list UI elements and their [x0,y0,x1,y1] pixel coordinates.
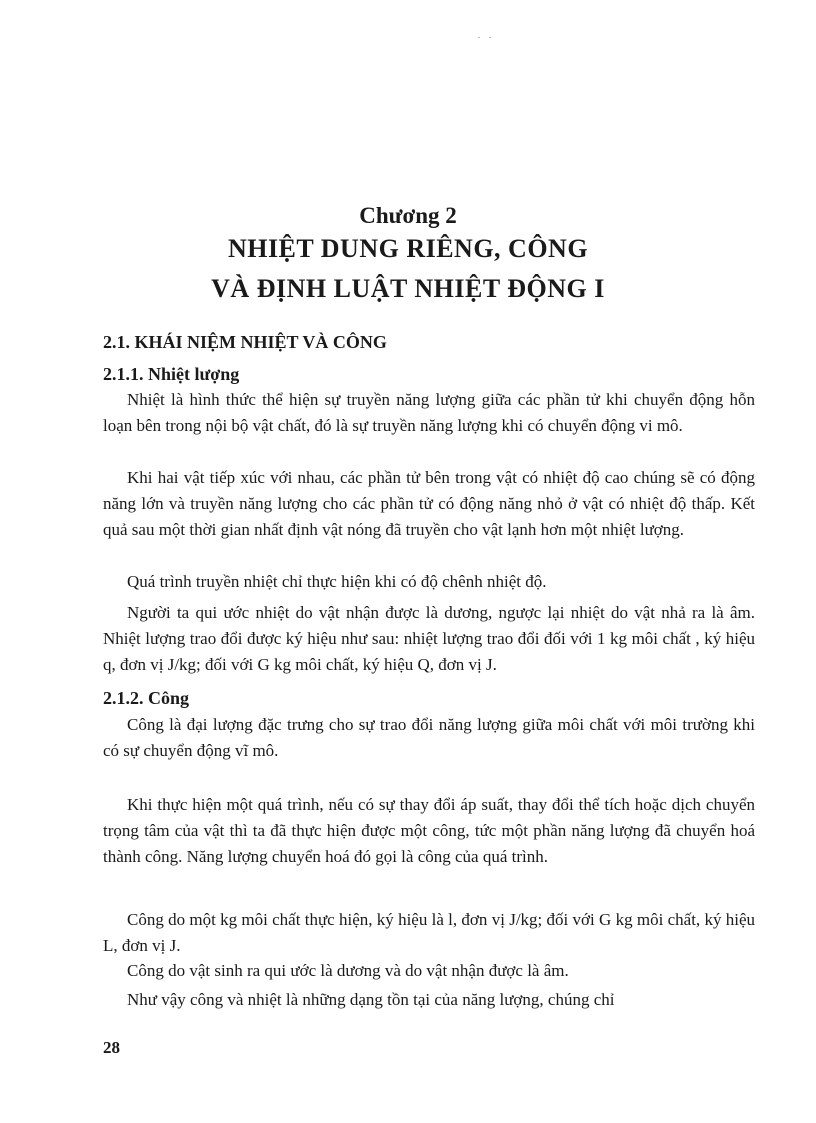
paragraph: Công do vật sinh ra qui ước là dương và do vật nhận được là âm. [127,961,569,980]
section-heading: 2.1. KHÁI NIỆM NHIỆT VÀ CÔNG [103,332,387,352]
paragraph: Quá trình truyền nhiệt chỉ thực hiện khi có độ chênh nhiệt độ. [127,572,547,591]
paragraph: Công do một kg môi chất thực hiện, ký hiệu là l, đơn vị J/kg; đối với G kg môi chất, ký hiệu L, đơn vị J. [103,910,755,955]
chapter-title-line-1: NHIỆT DUNG RIÊNG, CÔNG [227,234,589,263]
paragraph: Công là đại lượng đặc trưng cho sự trao đổi năng lượng giữa môi chất với môi trường khi có sự chuyển động vĩ mô. [103,715,755,760]
paragraph: Nhiệt là hình thức thể hiện sự truyền năng lượng giữa các phần tử khi chuyển động hỗn loạn bên trong nội bộ vật chất, đó là sự truyền năng lượng khi có chuyển động vi mô. [103,390,755,435]
chapter-label: Chương 2 [359,203,457,228]
subsection-heading-work: 2.1.2. Công [103,688,190,708]
page-number: 28 [103,1038,120,1057]
scan-speck [489,37,491,38]
scan-speck [478,37,480,38]
chapter-title-line-2: VÀ ĐỊNH LUẬT NHIỆT ĐỘNG I [211,274,605,303]
paragraph: Khi thực hiện một quá trình, nếu có sự thay đổi áp suất, thay đổi thể tích hoặc dịch chuyển trọng tâm của vật thì ta đã thực hiện được một công, tức một phần năng lượng đã chuyển hoá thành công. Năng lượng chuyển hoá đó gọi là công của quá trình. [103,795,755,866]
paragraph: Người ta qui ước nhiệt do vật nhận được là dương, ngược lại nhiệt do vật nhả ra là âm. Nhiệt lượng trao đổi được ký hiệu như sau: nhiệt lượng trao đổi đối với 1 kg môi chất , ký hiệu q, đơn vị J/kg; đối với G kg môi chất, ký hiệu Q, đơn vị J. [103,603,755,674]
subsection-heading-heat: 2.1.1. Nhiệt lượng [103,364,240,384]
paragraph: Khi hai vật tiếp xúc với nhau, các phần tử bên trong vật có nhiệt độ cao chúng sẽ có động năng lớn và truyền năng lượng cho các phần tử có động năng nhỏ ở vật có nhiệt độ thấp. Kết quả sau một thời gian nhất định vật nóng đã truyền cho vật lạnh hơn một nhiệt lượng. [103,468,755,539]
paragraph: Như vậy công và nhiệt là những dạng tồn tại của năng lượng, chúng chỉ [127,990,615,1009]
